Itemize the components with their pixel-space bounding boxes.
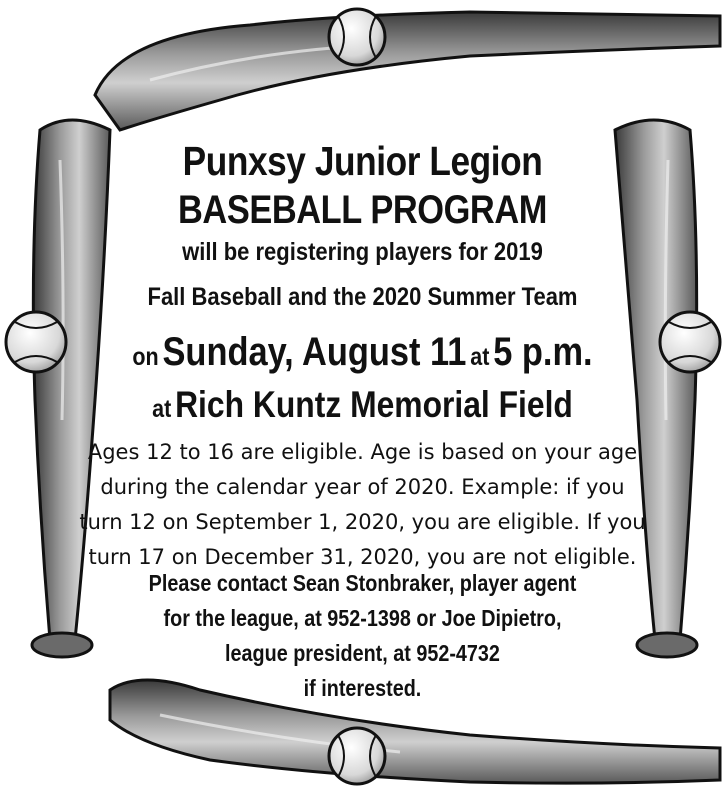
contact-line-2: for the league, at 952-1398 or Joe Dipietro, bbox=[163, 605, 562, 631]
contact-line-3: league president, at 952-4732 bbox=[225, 640, 500, 666]
time-prefix: at bbox=[470, 343, 490, 371]
eligibility-line-2: during the calendar year of 2020. Example: if you bbox=[100, 475, 625, 499]
eligibility-line-4: turn 17 on December 31, 2020, you are not eligible. bbox=[88, 545, 637, 569]
date-prefix: on bbox=[132, 343, 159, 371]
contact-line-1: Please contact Sean Stonbraker, player agent bbox=[148, 570, 577, 596]
registration-line-1: will be registering players for 2019 bbox=[182, 238, 543, 266]
baseball-icon bbox=[329, 9, 385, 65]
baseball-bat-icon bbox=[95, 12, 720, 130]
registration-line-2: Fall Baseball and the 2020 Summer Team bbox=[147, 283, 578, 311]
event-place-line bbox=[51, 384, 675, 426]
ad-title-line-2: BASEBALL PROGRAM bbox=[178, 188, 547, 232]
place-prefix: at bbox=[152, 395, 172, 423]
event-time: 5 p.m. bbox=[493, 330, 593, 374]
contact-line-4: if interested. bbox=[303, 675, 422, 701]
baseball-icon bbox=[329, 728, 385, 784]
event-date-line bbox=[51, 330, 675, 375]
eligibility-line-3: turn 12 on September 1, 2020, you are eligible. If you bbox=[79, 510, 646, 534]
eligibility-line-1: Ages 12 to 16 are eligible. Age is based on your age bbox=[87, 440, 638, 464]
event-date: Sunday, August 11 bbox=[162, 330, 467, 374]
ad-title-line-1: Punxsy Junior Legion bbox=[182, 138, 543, 184]
event-place: Rich Kuntz Memorial Field bbox=[175, 384, 573, 425]
